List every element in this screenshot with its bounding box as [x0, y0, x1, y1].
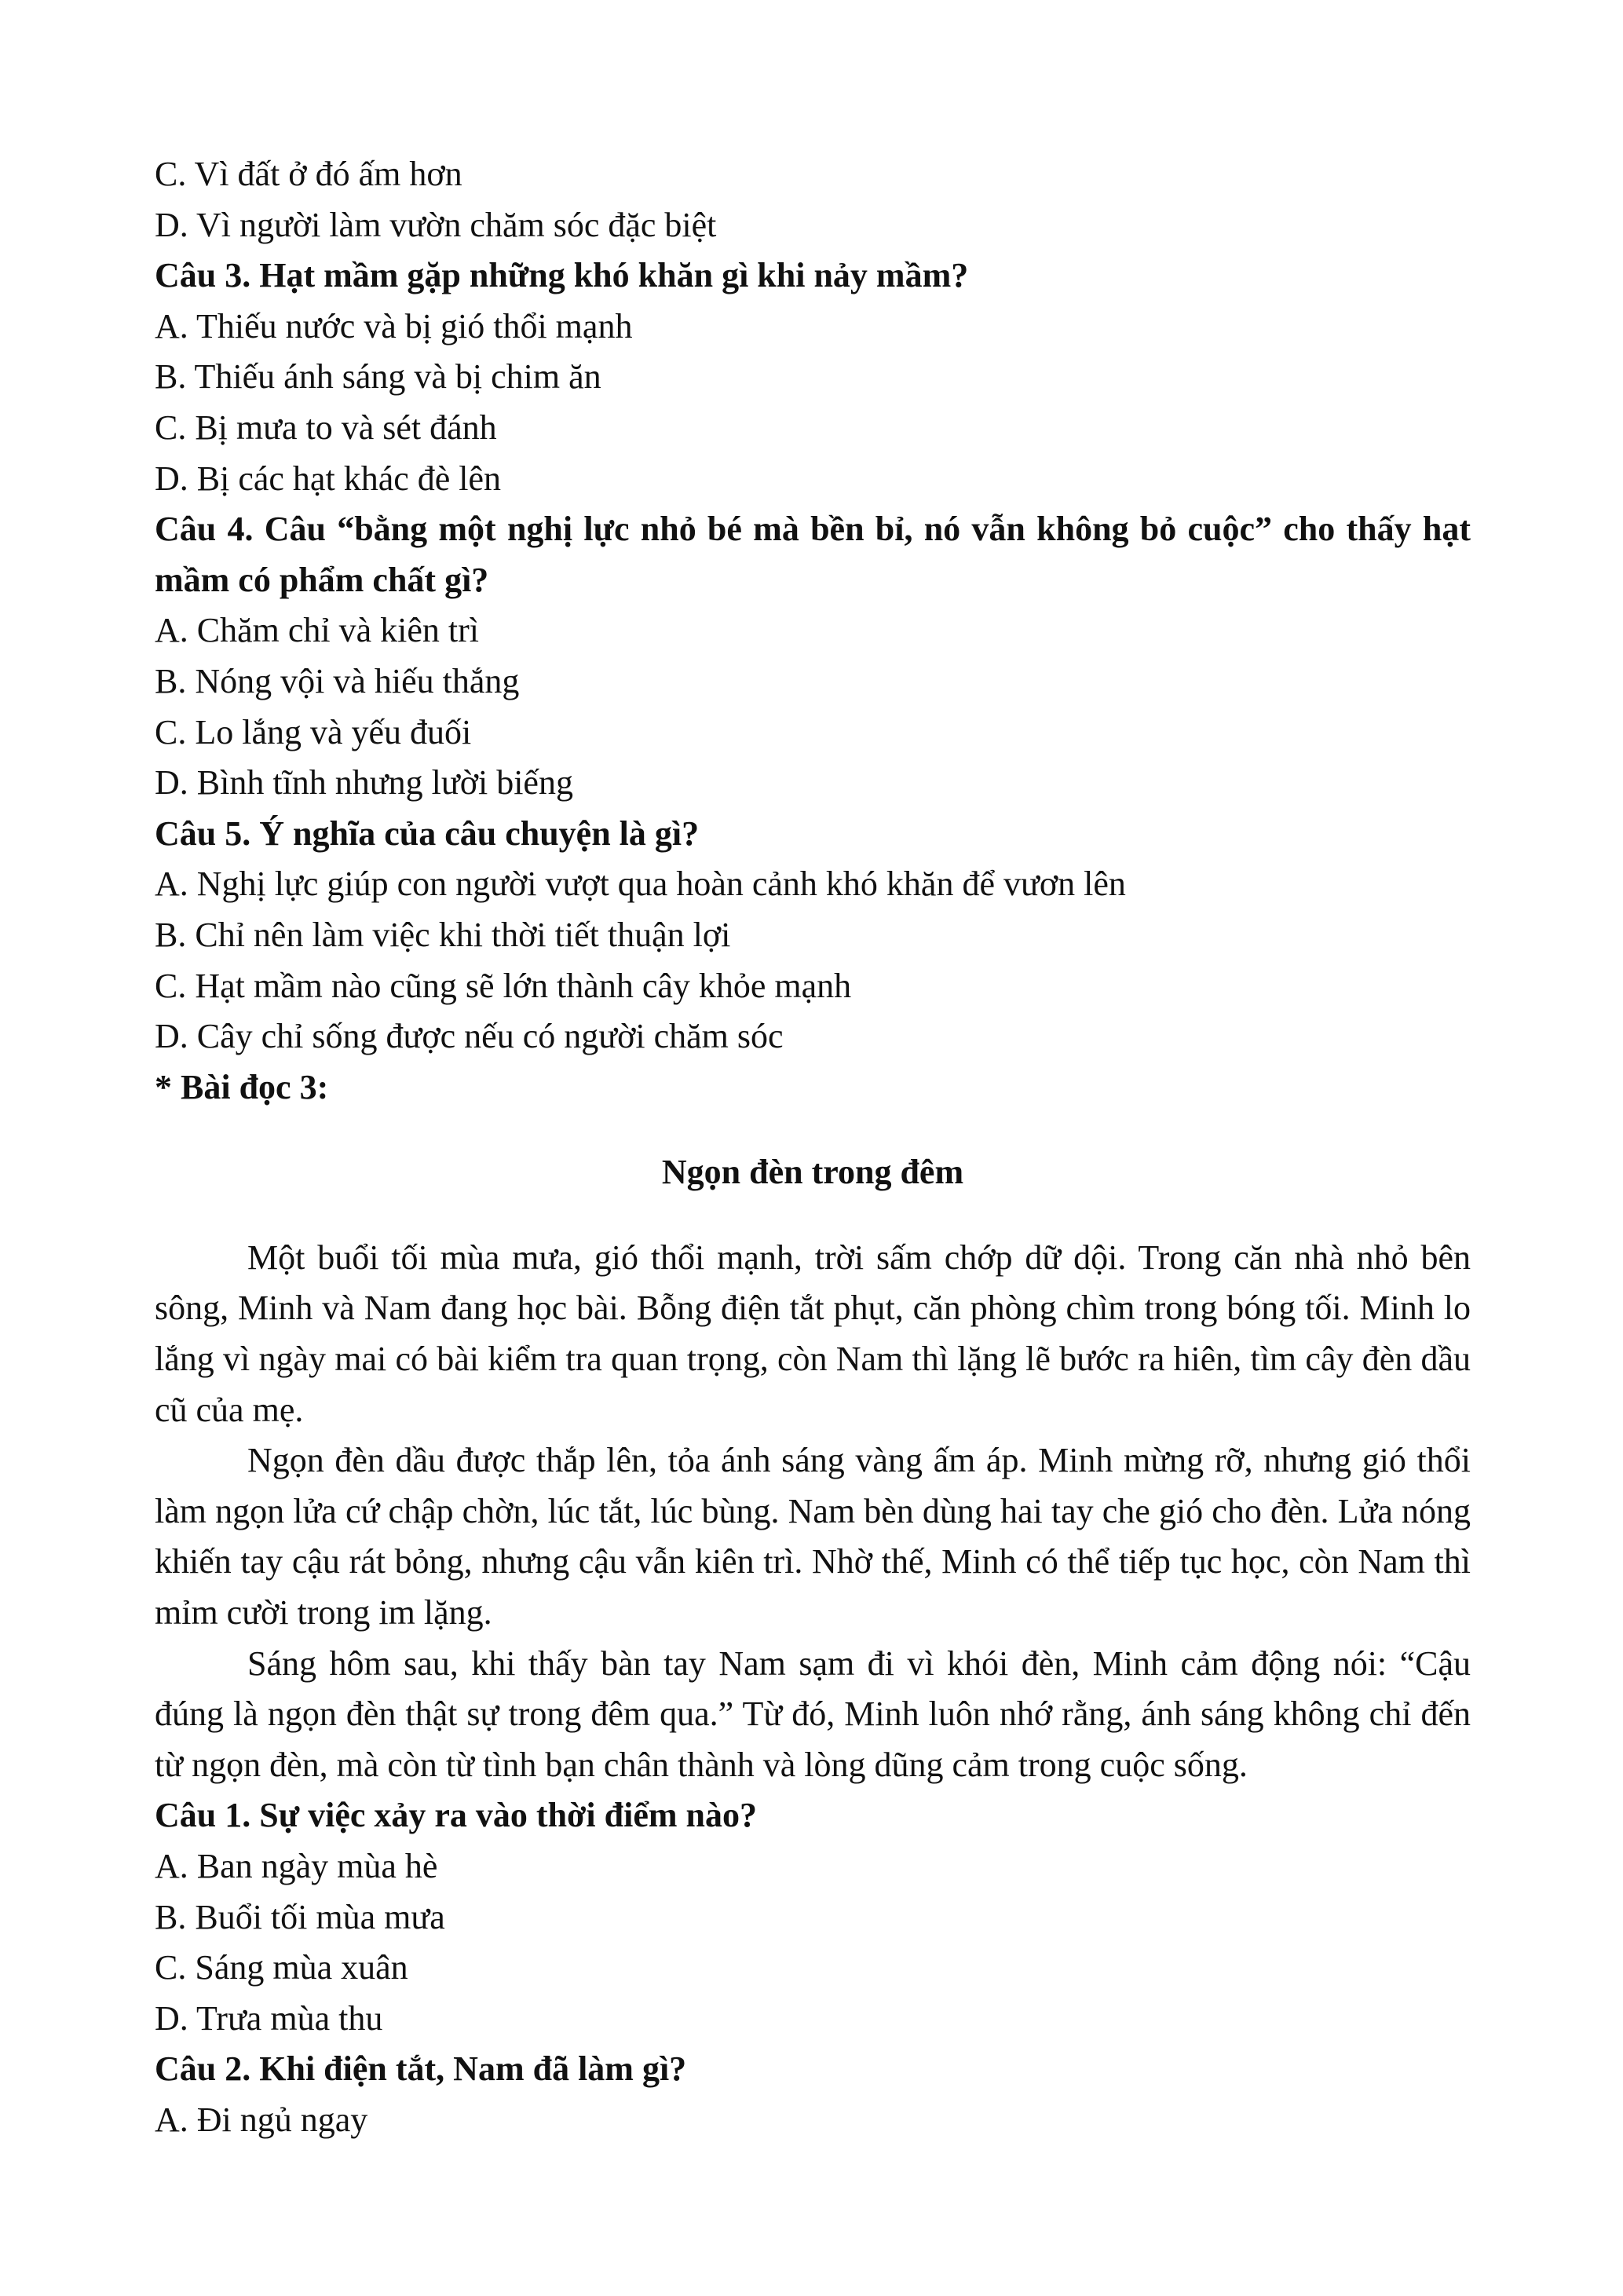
option-line: C. Hạt mầm nào cũng sẽ lớn thành cây khỏe mạnh — [155, 966, 852, 1005]
option-line: D. Bị các hạt khác đè lên — [155, 459, 502, 498]
option-line: C. Bị mưa to và sét đánh — [155, 408, 497, 447]
option-line: A. Chăm chỉ và kiên trì — [155, 611, 480, 650]
option-line: A. Đi ngủ ngay — [155, 2100, 368, 2139]
reading-paragraph: Sáng hôm sau, khi thấy bàn tay Nam sạm đi vì khói đèn, Minh cảm động nói: “Cậu đúng là ngọn đèn thật sự trong đêm qua.” Từ đó, Minh luôn nhớ rằng, ánh sáng không chỉ đến từ ngọn đèn, mà còn từ tình bạn chân thành và lòng dũng cảm trong cuộc sống. — [155, 1643, 1471, 1784]
option-line: B. Buổi tối mùa mưa — [155, 1897, 445, 1936]
option-line: A. Thiếu nước và bị gió thổi mạnh — [155, 306, 633, 345]
reading-title: Ngọn đèn trong đêm — [661, 1153, 964, 1192]
option-line: B. Nóng vội và hiếu thắng — [155, 661, 520, 700]
option-line: B. Thiếu ánh sáng và bị chim ăn — [155, 357, 601, 397]
option-line: A. Nghị lực giúp con người vượt qua hoàn cảnh khó khăn để vươn lên — [155, 865, 1126, 904]
option-line: C. Sáng mùa xuân — [155, 1948, 408, 1987]
option-line: B. Chỉ nên làm việc khi thời tiết thuận lợi — [155, 915, 731, 954]
question-heading: Câu 3. Hạt mầm gặp những khó khăn gì khi nảy mầm? — [155, 256, 969, 295]
option-line: D. Bình tĩnh nhưng lười biếng — [155, 763, 573, 803]
option-line: C. Lo lắng và yếu đuối — [155, 712, 472, 751]
reading-label: * Bài đọc 3: — [155, 1067, 329, 1106]
reading-paragraph: Ngọn đèn dầu được thắp lên, tỏa ánh sáng vàng ấm áp. Minh mừng rỡ, nhưng gió thổi làm ngọn lửa cứ chập chờn, lúc tắt, lúc bùng. Nam bèn dùng hai tay che gió cho đèn. Lửa nóng khiến tay cậu rát bỏng, nhưng cậu vẫn kiên trì. Nhờ thế, Minh có thể tiếp tục học, còn Nam thì mỉm cười trong im lặng. — [155, 1441, 1471, 1632]
option-line: A. Ban ngày mùa hè — [155, 1847, 438, 1885]
option-line: D. Vì người làm vườn chăm sóc đặc biệt — [155, 205, 717, 244]
option-line: D. Trưa mùa thu — [155, 1998, 383, 2038]
question-heading: Câu 2. Khi điện tắt, Nam đã làm gì? — [155, 2049, 687, 2089]
option-line: D. Cây chỉ sống được nếu có người chăm sóc — [155, 1017, 784, 1056]
question-heading: Câu 1. Sự việc xảy ra vào thời điểm nào? — [155, 1796, 757, 1835]
question-heading: Câu 5. Ý nghĩa của câu chuyện là gì? — [155, 813, 700, 853]
document-page — [155, 149, 1471, 2146]
option-line: C. Vì đất ở đó ấm hơn — [155, 155, 462, 193]
reading-paragraph: Một buổi tối mùa mưa, gió thổi mạnh, trời sấm chớp dữ dội. Trong căn nhà nhỏ bên sông, Minh và Nam đang học bài. Bỗng điện tắt phụt, căn phòng chìm trong bóng tối. Minh lo lắng vì ngày mai có bài kiểm tra quan trọng, còn Nam thì lặng lẽ bước ra hiên, tìm cây đèn dầu cũ của mẹ. — [155, 1238, 1471, 1429]
question-heading: Câu 4. Câu “bằng một nghị lực nhỏ bé mà bền bỉ, nó vẫn không bỏ cuộc” cho thấy hạt mầm có phẩm chất gì? — [155, 510, 1471, 599]
